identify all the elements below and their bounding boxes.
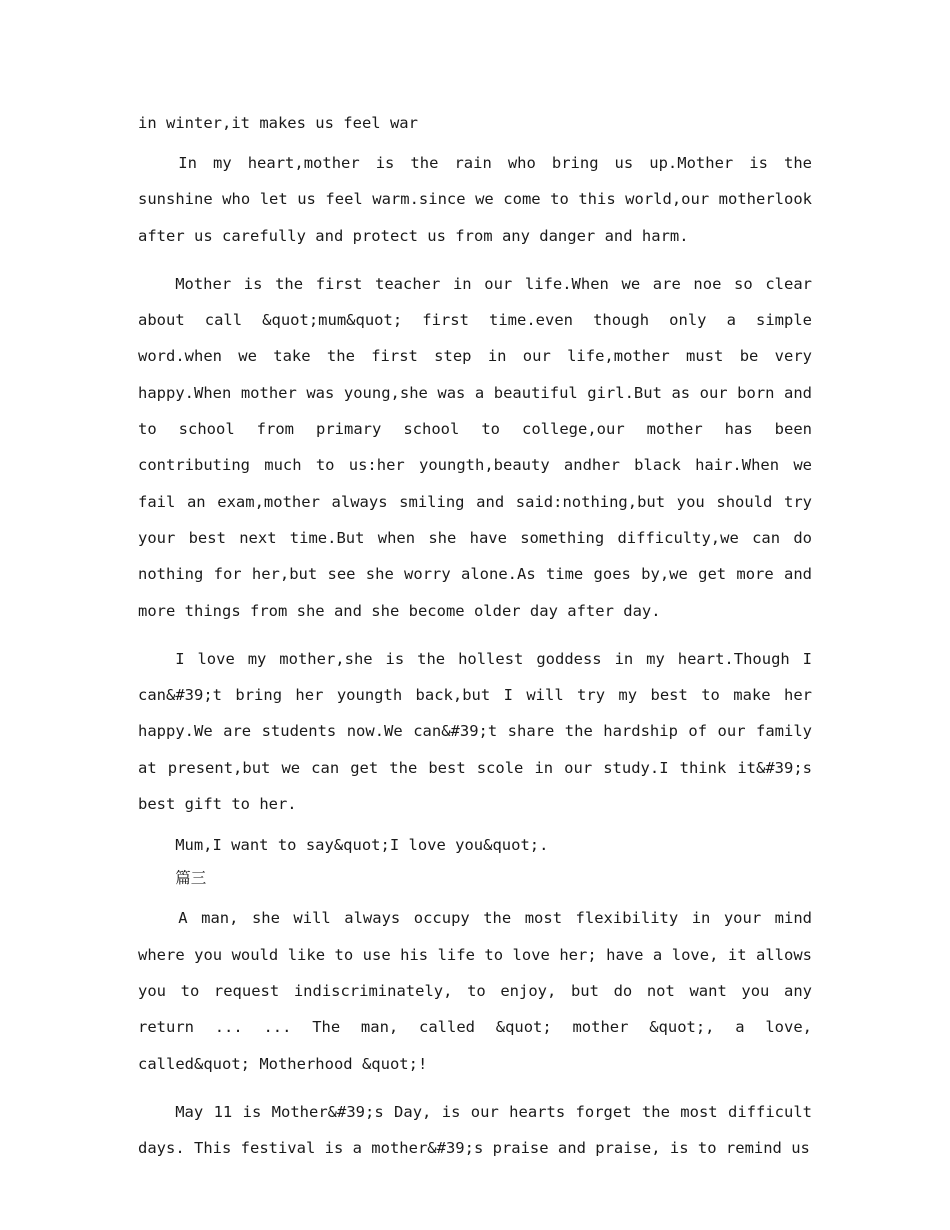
paragraph-love-mother: I love my mother,she is the hollest goddess in my heart.Though I can&#39;t bring her youngth back,but I will try my best to make her happy.We are students now.We can&#39;t share the hardship of our family at present,but we can get the best scole in our study.I think it&#39;s best gift to her. bbox=[138, 649, 812, 814]
paragraph-first-teacher: Mother is the first teacher in our life.When we are noe so clear about call &quot;mum&quot; first time.even though only a simple word.when we take the first step in our life,mother must be very happy.When mother was young,she was a beautiful girl.But as our born and to school from primary school to college,our mother has been contributing much to us:her youngth,beauty andher black hair.When we fail an exam,mother always smiling and said:nothing,but you should try your best next time.But when she have something difficulty,we can do nothing for her,but see she worry alone.As time goes by,we get more and more things from she and she become older day after day. bbox=[138, 274, 812, 620]
paragraph-i-love-you: Mum,I want to say&quot;I love you&quot;. bbox=[175, 836, 549, 855]
paragraph-mothers-day: May 11 is Mother&#39;s Day, is our hearts forget the most difficult days. This festival is a mother&#39;s praise and praise, is to remind us bbox=[138, 1102, 812, 1158]
section-heading: 篇三 bbox=[175, 869, 207, 888]
paragraph-continuation: in winter,it makes us feel war bbox=[138, 114, 418, 132]
paragraph-a-man: A man, she will always occupy the most flexibility in your mind where you would like to use his life to love her; have a love, it allows you to request indiscriminately, to enjoy, but do not want you any return ... ... The man, called &quot; mother &quot;, a love, called&quot; Motherhood &quot;! bbox=[138, 909, 812, 1073]
document-body bbox=[138, 112, 812, 1178]
paragraph-rain-sunshine: In my heart,mother is the rain who bring us up.Mother is the sunshine who let us feel warm.since we come to this world,our motherlook after us carefully and protect us from any danger and harm. bbox=[138, 154, 812, 245]
